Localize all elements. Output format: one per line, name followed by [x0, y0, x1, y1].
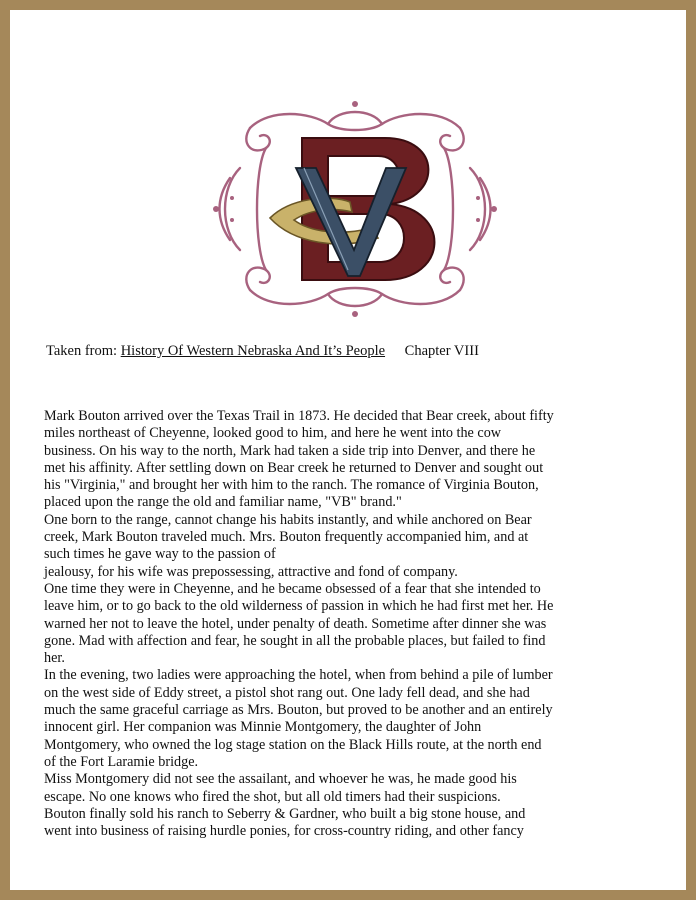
chapter-label: Chapter VIII	[404, 343, 479, 359]
text-line: went into business of raising hurdle ponies, for cross-country riding, and other fancy	[44, 823, 524, 840]
source-citation	[46, 343, 479, 360]
text-line: Bouton finally sold his ranch to Seberry & Gardner, who built a big stone house, and	[44, 805, 526, 822]
text-line: innocent girl. Her companion was Minnie Montgomery, the daughter of John	[44, 719, 482, 736]
text-line: of the Fort Laramie bridge.	[44, 753, 199, 770]
text-line: leave him, or to go back to the old wilderness of passion in which he had first met her. He	[44, 598, 554, 615]
text-line: Montgomery, who owned the log stage station on the Black Hills route, at the north end	[44, 736, 542, 753]
text-line: Mark Bouton arrived over the Texas Trail in 1873. He decided that Bear creek, about fifty	[44, 408, 554, 424]
text-line: One born to the range, cannot change his habits instantly, and while anchored on Bear	[44, 511, 532, 528]
text-line: placed upon the range the old and familiar name, "VB" brand."	[44, 494, 402, 511]
book-title: History Of Western Nebraska And It’s People	[120, 343, 386, 359]
text-line: much the same graceful carriage as Mrs. Bouton, but proved to be another and an entirely	[44, 702, 553, 719]
text-line: creek, Mark Bouton traveled much. Mrs. Bouton frequently accompanied him, and at	[44, 529, 529, 546]
text-line: business. On his way to the north, Mark had taken a side trip into Denver, and there he	[44, 442, 536, 459]
text-line: such times he gave way to the passion of	[44, 546, 276, 563]
text-line: gone. Mad with affection and fear, he sought in all the probable places, but failed to find	[44, 632, 546, 649]
text-line: her.	[44, 650, 65, 667]
vb-brand-monogram-icon	[210, 98, 500, 320]
text-line: met his affinity. After settling down on Bear creek he returned to Denver and sought out	[44, 459, 544, 476]
text-line: escape. No one knows who fired the shot, but all old timers had their suspicions.	[44, 788, 501, 805]
text-line: warned her not to leave the hotel, under penalty of death. Sometime after dinner she was	[44, 615, 547, 632]
text-line: Miss Montgomery did not see the assailant, and whoever he was, he made good his	[44, 771, 517, 788]
text-line: his "Virginia," and brought her with him to the ranch. The romance of Virginia Bouton,	[44, 477, 539, 494]
text-line: miles northeast of Cheyenne, looked good to him, and here he went into the cow	[44, 425, 502, 442]
text-line: on the west side of Eddy street, a pistol shot rang out. One lady fell dead, and she had	[44, 684, 530, 701]
text-line: jealousy, for his wife was prepossessing, attractive and fond of company.	[44, 563, 458, 580]
text-line: One time they were in Cheyenne, and he became obsessed of a fear that she intended to	[44, 580, 541, 597]
body-text	[44, 408, 674, 840]
source-prefix: Taken from:	[46, 343, 118, 359]
text-line: In the evening, two ladies were approaching the hotel, when from behind a pile of lumber	[44, 667, 553, 684]
